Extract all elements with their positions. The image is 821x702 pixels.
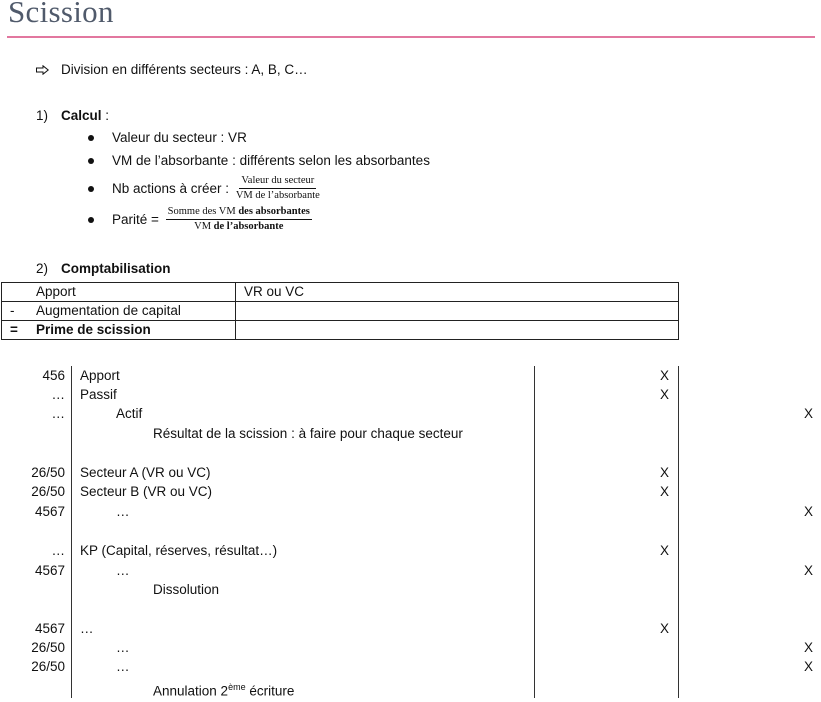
apport-table xyxy=(1,282,679,340)
credit-mark: X xyxy=(804,504,814,519)
row-label: Augmentation de capital xyxy=(36,303,181,318)
debit-mark: X xyxy=(660,484,670,499)
bullet-dot xyxy=(88,186,94,192)
entry-label: … xyxy=(116,659,130,674)
fraction-den-bold: de l’absorbante xyxy=(213,221,284,232)
account-number: 4567 xyxy=(34,563,65,578)
entry-label: Secteur A (VR ou VC) xyxy=(80,465,211,480)
debit-mark: X xyxy=(660,387,670,402)
table-cell xyxy=(2,283,236,302)
journal-row xyxy=(0,385,821,405)
debit-mark: X xyxy=(660,543,670,558)
account-number: … xyxy=(51,406,65,421)
table-cell xyxy=(236,283,679,302)
section-title: Comptabilisation xyxy=(61,261,171,276)
table-row xyxy=(2,283,679,302)
journal-row xyxy=(0,561,821,581)
bullet-text: VM de l’absorbante : différents selon les absorbantes xyxy=(112,153,430,168)
credit-mark: X xyxy=(804,563,814,578)
fraction-numerator: Valeur du secteur xyxy=(239,175,316,189)
description-text: écriture xyxy=(245,683,295,699)
row-label: Apport xyxy=(36,284,76,299)
journal-row xyxy=(0,657,821,677)
fraction xyxy=(236,175,320,202)
journal-row xyxy=(0,424,821,444)
right-arrow-outline-icon xyxy=(36,65,49,75)
credit-mark: X xyxy=(804,640,814,655)
entry-label: Apport xyxy=(80,368,120,383)
account-number: 4567 xyxy=(34,504,65,519)
table-row xyxy=(2,321,679,340)
journal-row xyxy=(0,580,821,600)
bullet-dot xyxy=(88,158,94,164)
account-number: 456 xyxy=(42,368,65,383)
entry-label: Actif xyxy=(116,406,143,421)
journal-entries xyxy=(0,366,821,698)
bullet-item xyxy=(88,175,320,202)
journal-row xyxy=(0,541,821,561)
table-cell xyxy=(2,302,236,321)
journal-row xyxy=(0,482,821,502)
journal-row xyxy=(0,366,821,386)
fraction xyxy=(166,206,312,233)
section-calcul-heading xyxy=(36,108,109,123)
table-cell xyxy=(236,302,679,321)
entry-label: … xyxy=(80,621,94,636)
row-label: Prime de scission xyxy=(36,322,151,337)
journal-row xyxy=(0,619,821,639)
bullet-text: Valeur du secteur : VR xyxy=(112,130,247,145)
entry-description: Dissolution xyxy=(153,582,220,597)
table-cell xyxy=(236,321,679,340)
journal-row xyxy=(0,677,821,697)
account-number: … xyxy=(51,543,65,558)
bullet-item xyxy=(88,153,430,168)
entry-label: … xyxy=(116,504,130,519)
bullet-item xyxy=(88,130,247,145)
fraction-den-part: VM xyxy=(194,221,214,232)
description-text: Annulation 2 xyxy=(153,683,229,699)
table-cell xyxy=(2,321,236,340)
debit-mark: X xyxy=(660,621,670,636)
credit-mark: X xyxy=(804,659,814,674)
account-number: 26/50 xyxy=(31,484,65,499)
debit-mark: X xyxy=(660,465,670,480)
account-number: 26/50 xyxy=(31,659,65,674)
bullet-text: Nb actions à créer : xyxy=(112,181,233,196)
account-number: 26/50 xyxy=(31,465,65,480)
table-row xyxy=(2,302,679,321)
debit-mark: X xyxy=(660,368,670,383)
entry-description: Résultat de la scission : à faire pour chaque secteur xyxy=(153,426,463,441)
intro-text: Division en différents secteurs : A, B, C… xyxy=(61,62,308,77)
bullet-dot xyxy=(88,135,94,141)
bullet-dot xyxy=(88,217,94,223)
section-comptabilisation-heading xyxy=(36,261,171,276)
fraction-num-bold: des absorbantes xyxy=(238,206,310,217)
row-value: VR ou VC xyxy=(244,284,305,299)
account-number: … xyxy=(51,387,65,402)
section-number: 2) xyxy=(36,261,49,276)
fraction-num-part: Somme des VM xyxy=(167,206,239,217)
intro-line xyxy=(36,62,308,77)
page-title: Scission xyxy=(8,0,114,29)
bullet-text: Parité = xyxy=(112,212,163,227)
fraction-denominator xyxy=(194,220,283,233)
row-operator: = xyxy=(10,322,18,337)
entry-label: … xyxy=(116,563,130,578)
section-number: 1) xyxy=(36,108,49,123)
title-underline xyxy=(7,36,815,38)
section-title-suffix: : xyxy=(101,108,110,123)
journal-row xyxy=(0,638,821,658)
entry-label: Secteur B (VR ou VC) xyxy=(80,484,213,499)
fraction-denominator: VM de l’absorbante xyxy=(235,190,320,201)
entry-label: Passif xyxy=(80,387,117,402)
journal-row xyxy=(0,404,821,424)
entry-label: KP (Capital, réserves, résultat…) xyxy=(80,543,278,558)
journal-row xyxy=(0,502,821,522)
credit-mark: X xyxy=(804,406,814,421)
section-title: Calcul xyxy=(61,108,102,123)
fraction-numerator xyxy=(166,206,312,220)
journal-row xyxy=(0,463,821,483)
superscript: ème xyxy=(228,682,246,692)
entry-label: … xyxy=(116,640,130,655)
account-number: 26/50 xyxy=(31,640,65,655)
bullet-item xyxy=(88,206,312,233)
account-number: 4567 xyxy=(34,621,65,636)
row-operator: - xyxy=(10,303,15,318)
